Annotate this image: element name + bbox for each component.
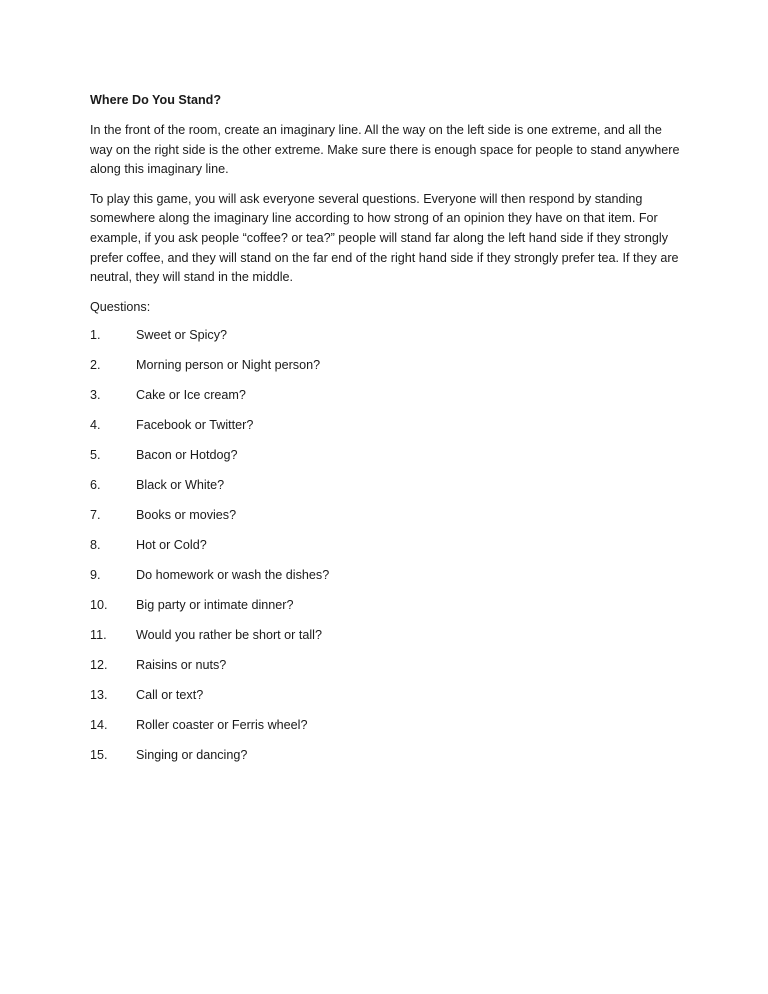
question-text: Black or White? (136, 477, 225, 492)
question-item (90, 500, 680, 530)
question-number: 7. (90, 507, 101, 522)
question-item (90, 530, 680, 560)
question-item (90, 410, 680, 440)
questions-list (90, 320, 680, 770)
question-text: Call or text? (136, 687, 204, 702)
question-item (90, 650, 680, 680)
question-text: Cake or Ice cream? (136, 387, 246, 402)
intro-paragraph: In the front of the room, create an imaginary line. All the way on the left side is one extreme, and all the way on the right side is the other extreme. Make sure there is enough space for people to stand anywhere along this imaginary line. (90, 123, 680, 177)
question-text: Sweet or Spicy? (136, 327, 227, 342)
question-number: 8. (90, 537, 101, 552)
question-number: 13. (90, 687, 108, 702)
instructions-paragraph: To play this game, you will ask everyone several questions. Everyone will then respond by standing somewhere along the imaginary line according to how strong of an opinion they have on that item. For example, if you ask people “coffee? or tea?” people will stand far along the left hand side if they strongly prefer coffee, and they will stand on the far end of the right hand side if they strongly prefer tea. If they are neutral, they will stand in the middle. (90, 191, 679, 285)
document-title: Where Do You Stand? (90, 93, 222, 107)
question-text: Hot or Cold? (136, 537, 207, 552)
question-number: 1. (90, 327, 101, 342)
question-item (90, 470, 680, 500)
question-item (90, 380, 680, 410)
question-item (90, 710, 680, 740)
question-number: 11. (90, 627, 107, 642)
question-text: Roller coaster or Ferris wheel? (136, 717, 308, 732)
question-number: 3. (90, 387, 101, 402)
question-item (90, 560, 680, 590)
document-body (90, 91, 680, 770)
question-item (90, 320, 680, 350)
question-item (90, 620, 680, 650)
question-text: Books or movies? (136, 507, 237, 522)
question-number: 5. (90, 447, 101, 462)
question-item (90, 590, 680, 620)
question-number: 12. (90, 657, 108, 672)
question-text: Raisins or nuts? (136, 657, 227, 672)
question-number: 4. (90, 417, 101, 432)
question-text: Facebook or Twitter? (136, 417, 254, 432)
question-text: Morning person or Night person? (136, 357, 321, 372)
question-text: Singing or dancing? (136, 747, 248, 762)
question-text: Big party or intimate dinner? (136, 597, 294, 612)
question-item (90, 350, 680, 380)
question-number: 9. (90, 567, 101, 582)
question-number: 10. (90, 597, 108, 612)
question-item (90, 680, 680, 710)
question-number: 14. (90, 717, 108, 732)
questions-heading: Questions: (90, 299, 151, 314)
question-number: 6. (90, 477, 101, 492)
question-number: 15. (90, 747, 108, 762)
question-item (90, 440, 680, 470)
question-text: Would you rather be short or tall? (136, 627, 322, 642)
question-number: 2. (90, 357, 101, 372)
question-text: Do homework or wash the dishes? (136, 567, 330, 582)
question-item (90, 740, 680, 770)
question-text: Bacon or Hotdog? (136, 447, 238, 462)
